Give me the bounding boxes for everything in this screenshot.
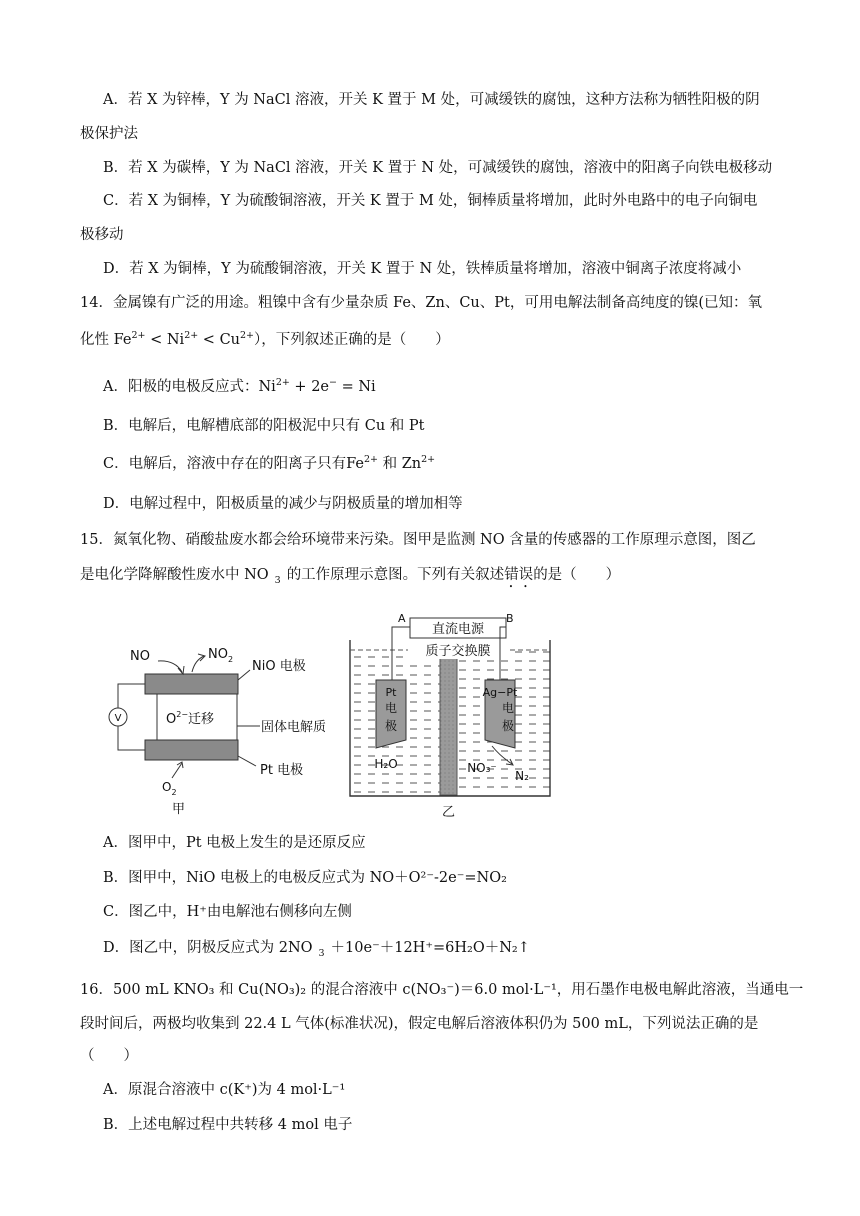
dc-power-label: 直流电源 <box>431 622 485 637</box>
terminal-b-label: B <box>506 612 514 625</box>
nitrate-subscript: 3 <box>274 575 281 586</box>
migration-label: $O^{2-}$迁移 <box>166 710 215 727</box>
voltmeter-label: V <box>114 713 122 724</box>
q13-option-d: D．若 X 为铜棒，Y 为硫酸铜溶液，开关 K 置于 N 处，铁棒质量将增加，溶液中铜离子浓度将减小 <box>103 261 742 277</box>
nio-electrode-plate <box>145 674 238 694</box>
no-arrow <box>158 661 182 672</box>
q16-stem-paren: （ ） <box>80 1048 138 1064</box>
pt-electrode-plate <box>145 740 238 760</box>
nitrate-subscript-d: 3 <box>318 948 325 959</box>
q15-stem-cont <box>80 565 820 591</box>
n2-label: N₂ <box>515 769 529 783</box>
figure-jia-label: 甲 <box>172 802 186 817</box>
q14-option-c <box>103 454 843 474</box>
nitrate-label: NO₃⁻ <box>467 761 497 775</box>
q16-stem: 16．500 mL KNO₃ 和 Cu(NO₃)₂ 的混合溶液中 c(NO₃⁻)＝6.0 mol·L⁻¹，用石墨作电极电解此溶液，当通电一 <box>80 982 804 998</box>
proton-exchange-membrane <box>440 650 457 795</box>
q14-stem-cont <box>80 330 820 350</box>
right-el-label-2: 极 <box>501 719 515 733</box>
q15-stem-post: 的是（ ） <box>533 567 621 583</box>
zn-ion: $Zn^{2+}$ <box>401 454 436 472</box>
q14-stem-post: ），下列叙述正确的是（ ） <box>254 332 450 348</box>
q15-option-d <box>103 938 843 960</box>
q15-option-a: A．图甲中，Pt 电极上发生的是还原反应 <box>103 835 366 851</box>
solid-electrolyte-label: 固体电解质 <box>261 720 327 735</box>
q15-stem: 15．氮氧化物、硝酸盐废水都会给环境带来污染。图甲是监测 NO 含量的传感器的工作原理示意图，图乙 <box>80 532 756 548</box>
q15-stem-emphasis: 错误 <box>504 567 534 583</box>
fe-ion: $Fe^{2+}$ <box>346 454 378 472</box>
q14-stem-pre: 化性 <box>80 332 114 348</box>
q15-option-d-pre: D．图乙中，阴极反应式为 2NO <box>103 940 313 956</box>
q16-option-b: B．上述电解过程中共转移 4 mol 电子 <box>103 1117 353 1133</box>
oxidizing-order-formula: $Fe^{2+} < Ni^{2+} < Cu^{2+}$ <box>113 330 255 348</box>
q14-option-c-and: 和 <box>377 456 402 472</box>
pt-left-label-3: 极 <box>384 719 398 733</box>
q15-option-c: C．图乙中，H⁺由电解池右侧移向左侧 <box>103 904 352 920</box>
right-el-label-1: 电 <box>501 701 515 715</box>
q14-option-a <box>103 377 843 397</box>
no2-label: $NO_2$ <box>208 647 234 664</box>
ag-pt-label: Ag−Pt <box>482 686 518 699</box>
q14-stem: 14．金属镍有广泛的用途。粗镍中含有少量杂质 Fe、Zn、Cu、Pt，可用电解法制备高纯度的镍(已知：氧 <box>80 295 762 311</box>
q13-option-c: C．若 X 为铜棒，Y 为硫酸铜溶液，开关 K 置于 M 处，铜棒质量将增加，此时外电路中的电子向铜电 <box>103 193 758 209</box>
q15-stem-pre: 是电化学降解酸性废水中 NO <box>80 567 269 583</box>
pt-electrode-label: Pt 电极 <box>260 763 304 778</box>
nio-electrode-label: NiO 电极 <box>252 659 306 674</box>
pt-left-label-1: Pt <box>385 686 397 699</box>
membrane-label: 质子交换膜 <box>425 644 491 659</box>
o2-label: $O_2$ <box>162 780 177 797</box>
q15-option-d-post: ＋10e⁻＋12H⁺=6H₂O＋N₂↑ <box>330 940 530 956</box>
q15-stem-mid: 的工作原理示意图。下列有关叙述 <box>286 567 505 583</box>
h2o-label: H₂O <box>374 757 398 771</box>
q15-option-b: B．图甲中，NiO 电极上的电极反应式为 NO＋O²⁻-2e⁻=NO₂ <box>103 870 507 886</box>
q13-option-b: B．若 X 为碳棒，Y 为 NaCl 溶液，开关 K 置于 N 处，可减缓铁的腐蚀，溶液中的阳离子向铁电极移动 <box>103 160 773 176</box>
pt-left-label-2: 电 <box>384 701 398 715</box>
figure-jia <box>109 647 326 817</box>
q13-option-a-cont: 极保护法 <box>80 126 138 142</box>
terminal-a-label: A <box>398 612 406 625</box>
q14-option-a-text: A．阳极的电极反应式： <box>103 379 259 395</box>
anode-equation: $Ni^{2+} + 2e^- = Ni$ <box>258 377 376 395</box>
no-label: NO <box>130 649 150 664</box>
electrochem-figure <box>100 608 560 823</box>
q14-option-c-text: C．电解后，溶液中存在的阳离子只有 <box>103 456 347 472</box>
q14-option-b: B．电解后，电解槽底部的阳极泥中只有 Cu 和 Pt <box>103 418 425 434</box>
q13-option-c-cont: 极移动 <box>80 227 124 243</box>
figure-yi-label: 乙 <box>442 805 456 820</box>
figure-yi <box>350 612 550 820</box>
q16-option-a: A．原混合溶液中 c(K⁺)为 4 mol·L⁻¹ <box>103 1082 346 1098</box>
o2-arrow <box>172 763 182 778</box>
q16-stem-cont: 段时间后，两极均收集到 22.4 L 气体(标准状况)，假定电解后溶液体积仍为 500 mL，下列说法正确的是 <box>80 1016 759 1032</box>
q14-option-d: D．电解过程中，阳极质量的减少与阴极质量的增加相等 <box>103 496 463 512</box>
q13-option-a: A．若 X 为锌棒，Y 为 NaCl 溶液，开关 K 置于 M 处，可减缓铁的腐蚀，这种方法称为牺牲阳极的阴 <box>103 92 760 108</box>
